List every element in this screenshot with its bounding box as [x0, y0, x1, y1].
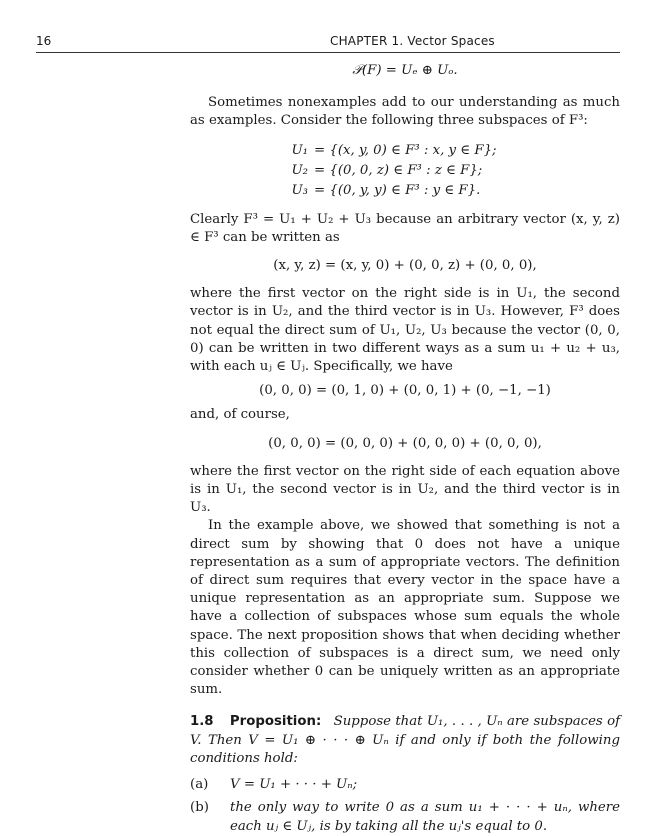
subspace-definition: = {(x, y, 0) ∈ F³ : x, y ∈ F};	[314, 142, 497, 158]
proposition-statement: Suppose that U₁, . . . , Uₙ are subspaces of V. Then V = U₁ ⊕ · · · ⊕ Uₙ if and only if both the following conditions hold:	[190, 714, 620, 766]
running-head: CHAPTER 1. Vector Spaces	[330, 34, 495, 48]
paragraph-3: where the first vector on the right side is in U₁, the second vector is in U₂, and the third vector is in U₃. However, F³ does not equal the direct sum of U₁, U₂, U₃ because the vector (0, 0, 0) can be written in two different ways as a sum u₁ + u₂ + u₃, with each uⱼ ∈ Uⱼ. Specifically, we have	[190, 286, 620, 375]
condition-label: (a)	[190, 777, 209, 793]
display-equation-2: (x, y, z) = (x, y, 0) + (0, 0, z) + (0, 0, 0),	[273, 258, 537, 274]
subspace-row	[280, 181, 530, 201]
condition-item	[190, 799, 620, 835]
page-number: 16	[36, 34, 52, 48]
paragraph-4: and, of course,	[190, 407, 290, 423]
paragraph-5: where the first vector on the right side of each equation above is in U₁, the second vector is in U₂, and the third vector is in U₃.	[190, 463, 620, 516]
paragraph-1: Sometimes nonexamples add to our understanding as much as examples. Consider the following three subspaces of F³:	[190, 95, 620, 129]
subspace-definition: = {(0, y, y) ∈ F³ : y ∈ F}.	[314, 182, 481, 198]
subspace-name: U₃	[291, 182, 308, 198]
page-body	[190, 62, 620, 836]
subspace-row	[280, 141, 530, 161]
subspace-name: U₂	[291, 162, 308, 178]
proposition-number: 1.8	[190, 714, 214, 730]
proposition-title: Proposition:	[229, 714, 322, 730]
subspace-name: U₁	[291, 142, 308, 158]
proposition	[190, 713, 620, 835]
display-equation-1: 𝒫(F) = Uₑ ⊕ Uₒ.	[352, 63, 458, 78]
subspace-row	[280, 161, 530, 181]
subspace-definitions	[280, 141, 530, 201]
paragraph-6: In the example above, we showed that something is not a direct sum by showing that 0 does not have a unique representation as a sum of appropriate vectors. The definition of direct sum requires that every vector in the space have a unique representation as an appropriate sum. Suppose we have a collection of subspaces whose sum equals the whole space. The next proposition shows that when deciding whether this collection of subspaces is a direct sum, we need only consider whether 0 can be uniquely written as an appropriate sum.	[190, 518, 620, 698]
condition-text: V = U₁ + · · · + Uₙ;	[230, 777, 358, 793]
condition-label: (b)	[190, 800, 209, 816]
paragraph-2: Clearly F³ = U₁ + U₂ + U₃ because an arbitrary vector (x, y, z) ∈ F³ can be written as	[190, 211, 620, 245]
condition-text: the only way to write 0 as a sum u₁ + · · · + uₙ, where each uⱼ ∈ Uⱼ, is by taking all the uⱼ's equal to 0.	[230, 800, 620, 834]
display-equation-4: (0, 0, 0) = (0, 0, 0) + (0, 0, 0) + (0, 0, 0),	[268, 435, 542, 451]
condition-list	[190, 776, 620, 836]
subspace-definition: = {(0, 0, z) ∈ F³ : z ∈ F};	[314, 162, 483, 178]
page-header	[36, 34, 620, 53]
condition-item	[190, 776, 620, 794]
display-equation-3: (0, 0, 0) = (0, 1, 0) + (0, 0, 1) + (0, −1, −1)	[259, 383, 551, 399]
